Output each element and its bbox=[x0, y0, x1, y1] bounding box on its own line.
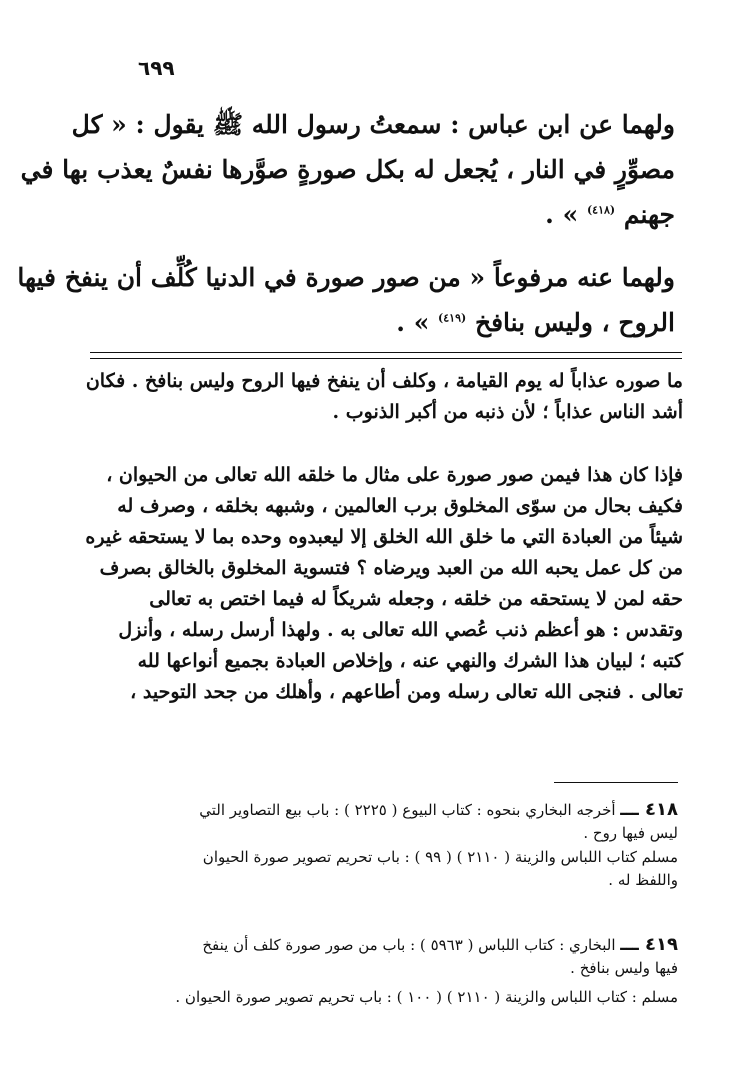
commentary-line: شيئاً من العبادة التي ما خلق الله الخلق إلا ليعبدوه وحده بما لا يستحقه غيره bbox=[85, 526, 683, 548]
footnote-418-text: أخرجه البخاري بنحوه : كتاب البيوع ( ٢٢٢٥ ) : باب بيع التصاوير التي bbox=[199, 801, 616, 819]
commentary-line: من كل عمل يحبه الله من العبد ويرضاه ؟ فتسوية المخلوق بالخالق بصرف bbox=[99, 557, 683, 579]
page-number: ٦٩٩ bbox=[138, 56, 175, 80]
commentary-line: فإذا كان هذا فيمن صور صورة على مثال ما خلقه الله تعالى من الحيوان ، bbox=[106, 464, 683, 486]
commentary-line: ما صوره عذاباً له يوم القيامة ، وكلف أن ينفخ فيها الروح وليس بنافخ . فكان bbox=[85, 370, 683, 392]
hadith-1-line-3 bbox=[78, 192, 675, 237]
footnote-419-line-1 bbox=[78, 933, 678, 957]
hadith-1-line-2: مصوِّرٍ في النار ، يُجعل له بكل صورةٍ صوَّرها نفسٌ يعذب بها في bbox=[20, 155, 675, 184]
commentary-paragraph-2 bbox=[78, 460, 683, 708]
hadith-2-line-1: ولهما عنه مرفوعاً « من صور صورة في الدنيا كُلِّف أن ينفخ فيها bbox=[17, 263, 675, 292]
footnote-418-line-1 bbox=[78, 798, 678, 822]
hadith-1-line-3-text: جهنم bbox=[623, 200, 675, 229]
footnote-ref-418: (٤١٨) bbox=[586, 203, 616, 217]
commentary-line: وتقدس : هو أعظم ذنب عُصي الله تعالى به . ولهذا أرسل رسله ، وأنزل bbox=[118, 619, 683, 641]
footnote-418-line-2: ليس فيها روح . bbox=[583, 824, 678, 842]
commentary-line: تعالى . فنجى الله تعالى رسله ومن أطاعهم ، وأهلك من جحد التوحيد ، bbox=[130, 681, 683, 703]
footnote-419-line-2: فيها وليس بنافخ . bbox=[570, 959, 678, 977]
separator-rule-top bbox=[90, 352, 682, 353]
commentary-paragraph-1 bbox=[78, 366, 683, 428]
footnote-ref-419: (٤١٩) bbox=[438, 311, 467, 325]
footnote-419-muslim-line: مسلم : كتاب اللباس والزينة ( ٢١١٠ ) ( ١٠٠ ) : باب تحريم تصوير صورة الحيوان . bbox=[175, 988, 678, 1006]
hadith-1-line-1: ولهما عن ابن عباس : سمعتُ رسول الله ﷺ يقول : « كل bbox=[71, 110, 675, 139]
hadith-2-line-2-end: » . bbox=[396, 308, 430, 337]
footnote-separator bbox=[554, 782, 678, 783]
hadith-1-line-3-end: » . bbox=[545, 200, 579, 229]
footnote-418 bbox=[78, 798, 678, 845]
separator-rule-bottom bbox=[90, 358, 682, 359]
hadith-paragraph-2 bbox=[17, 255, 675, 345]
commentary-line: فكيف بحال من سوّى المخلوق برب العالمين ، وشبهه بخلقه ، وصرف له bbox=[117, 495, 683, 517]
footnote-418-muslim-line-1: مسلم كتاب اللباس والزينة ( ٢١١٠ ) ( ٩٩ ) : باب تحريم تصوير صورة الحيوان bbox=[202, 848, 678, 866]
hadith-paragraph-1 bbox=[20, 102, 675, 237]
hadith-2-line-2-text: الروح ، وليس بنافخ bbox=[474, 308, 675, 337]
footnote-419 bbox=[78, 933, 678, 980]
footnote-418-muslim bbox=[78, 846, 678, 892]
footnote-418-number: ٤١٨ ـــ bbox=[620, 799, 678, 820]
hadith-2-line-2 bbox=[78, 300, 675, 345]
commentary-line: كتبه ؛ لبيان هذا الشرك والنهي عنه ، وإخلاص العبادة بجميع أنواعها لله bbox=[137, 650, 683, 672]
commentary-line: أشد الناس عذاباً ؛ لأن ذنبه من أكبر الذنوب . bbox=[332, 401, 683, 423]
footnote-418-muslim-line-2: واللفظ له . bbox=[608, 871, 678, 889]
footnote-419-text: البخاري : كتاب اللباس ( ٥٩٦٣ ) : باب من صور صورة كلف أن ينفخ bbox=[202, 936, 616, 954]
footnote-419-number: ٤١٩ ـــ bbox=[620, 934, 678, 955]
footnote-419-muslim bbox=[78, 986, 678, 1009]
commentary-line: حقه لمن لا يستحقه من خلقه ، وجعله شريكاً له فيما اختص به تعالى bbox=[149, 588, 683, 610]
